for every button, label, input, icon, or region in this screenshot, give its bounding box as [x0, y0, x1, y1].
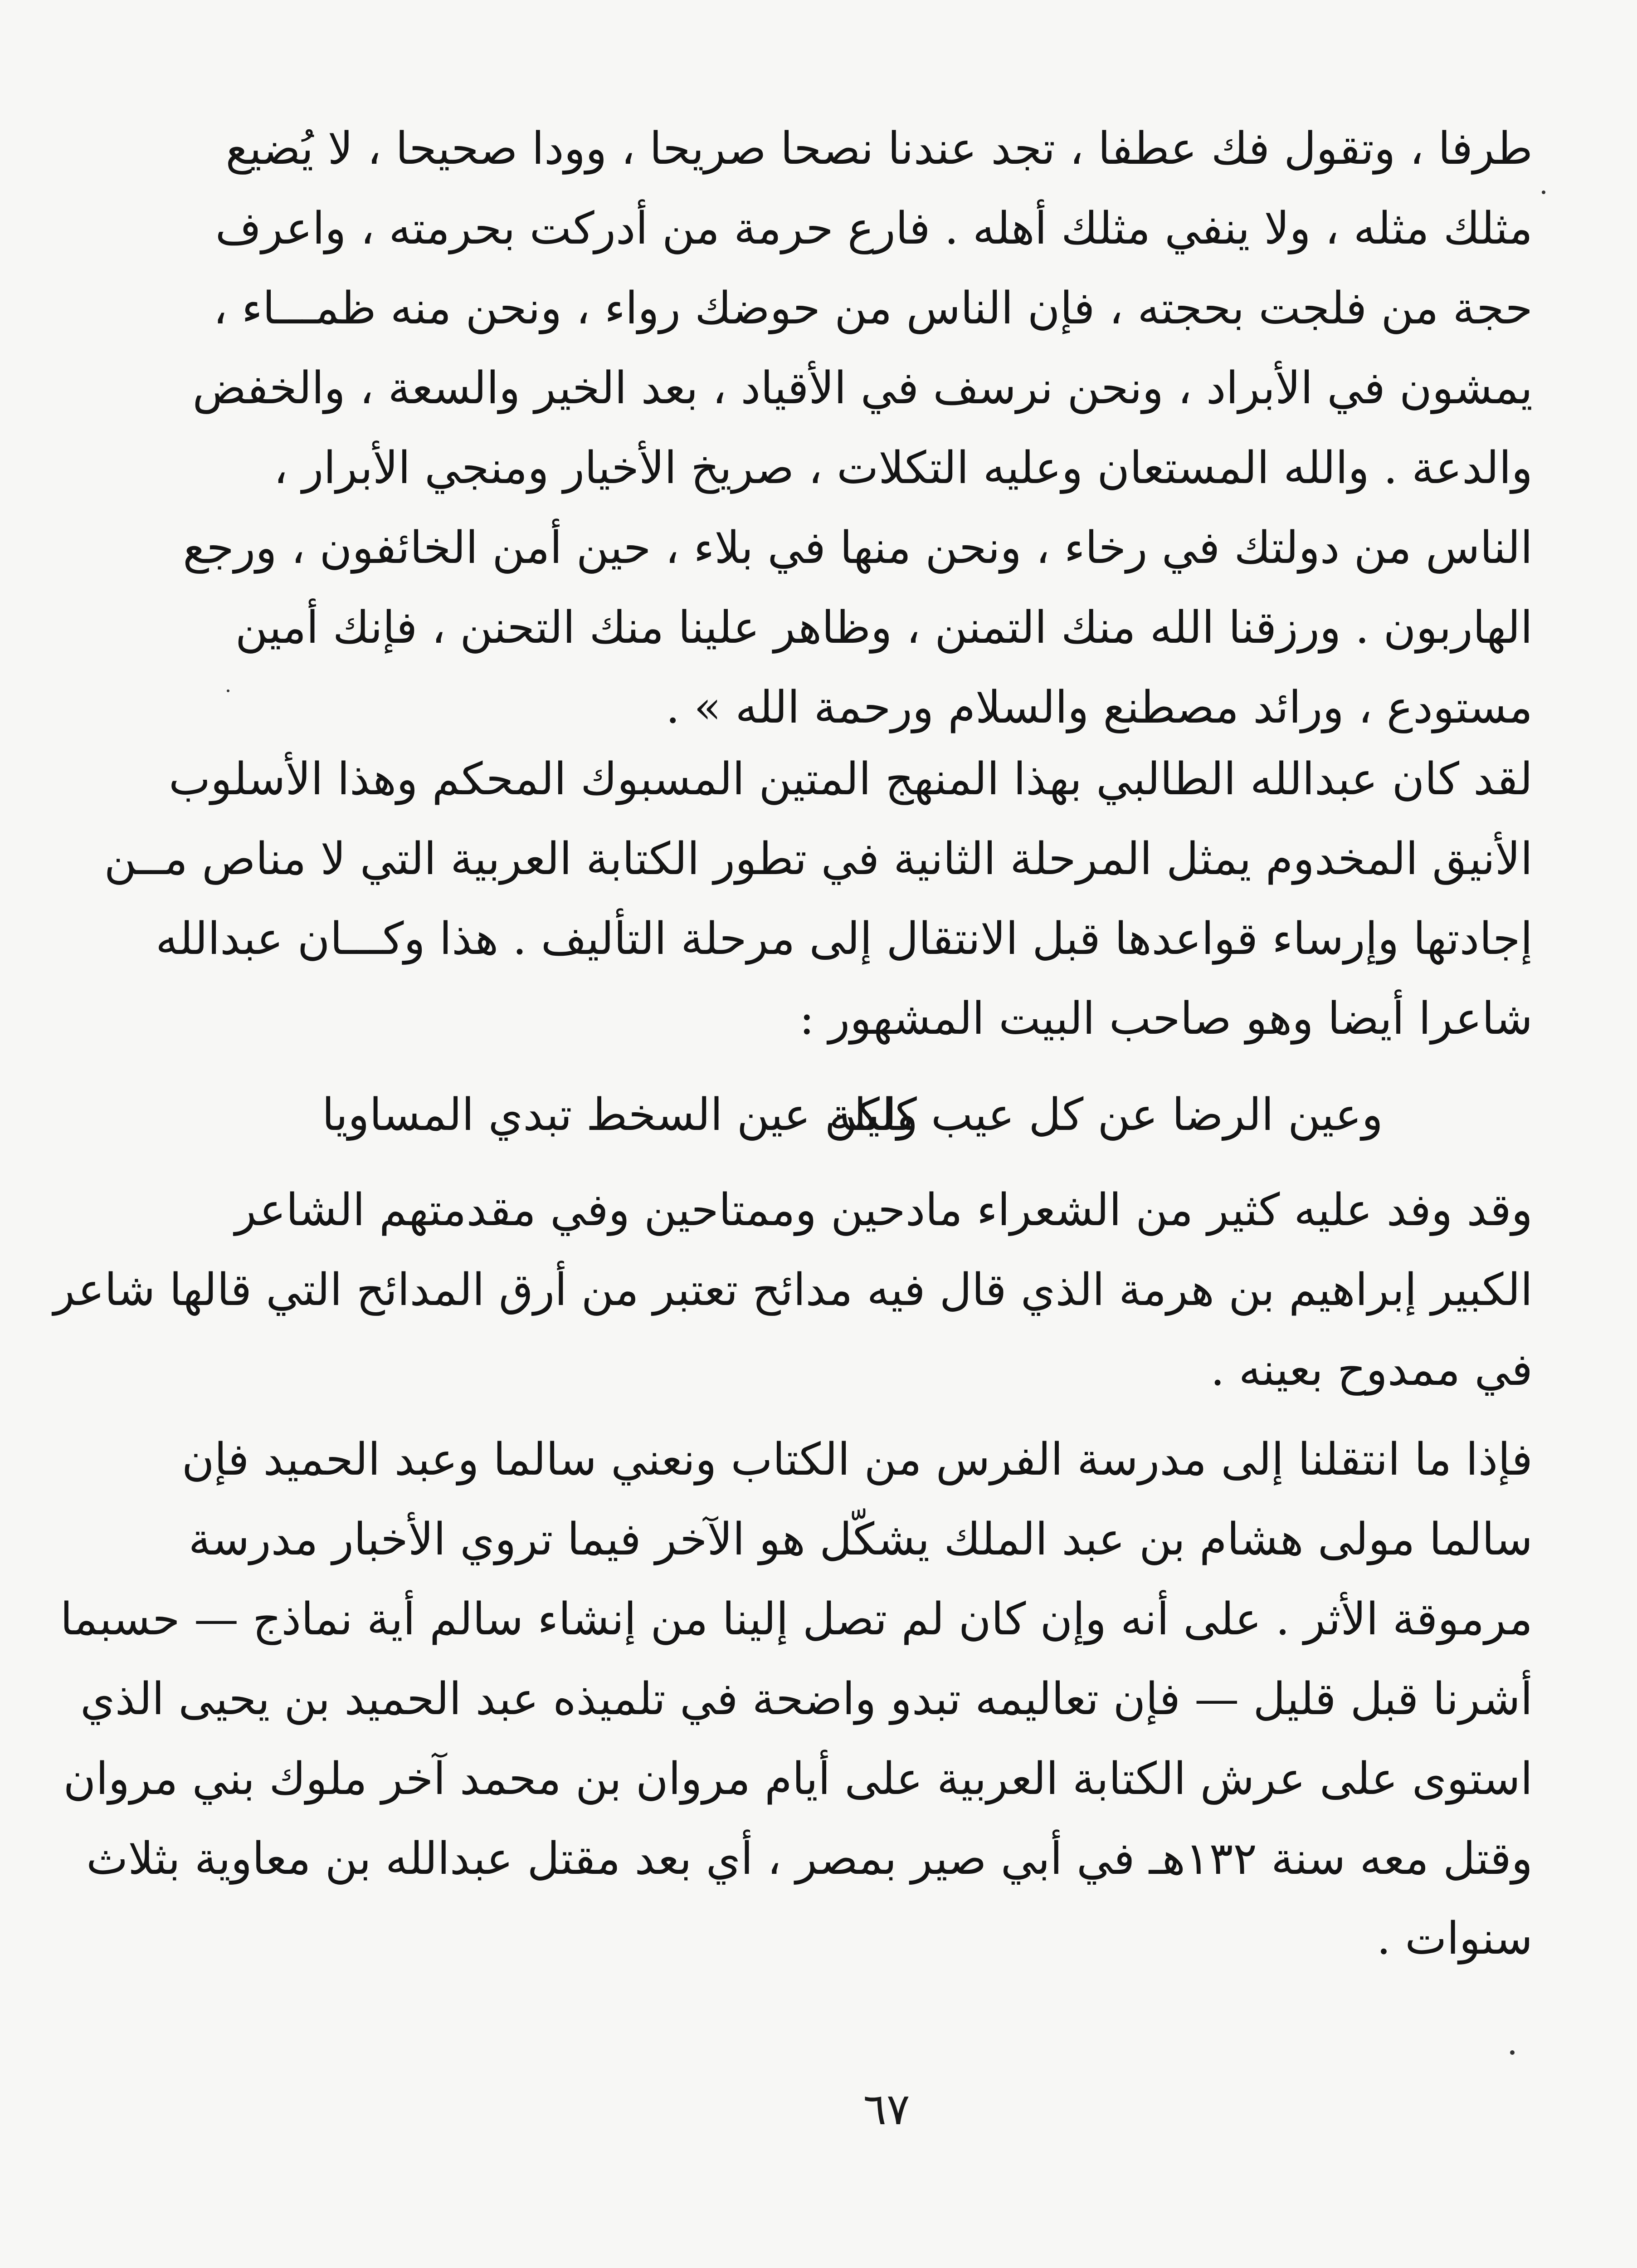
text-line: استوى على عرش الكتابة العربية على أيام مروان بن محمد آخر ملوك بني مروان [63, 1753, 1533, 1805]
text-line: يمشون في الأبراد ، ونحن نرسف في الأقياد ، بعد الخير والسعة ، والخفض [192, 362, 1533, 414]
poetry-verse [281, 1075, 1533, 1155]
paragraph-persian-school [60, 1420, 1533, 1979]
text-line: في ممدوح بعينه . [1210, 1344, 1533, 1396]
verse-second-hemistich: ولكن عين السخط تبدي المساويا [322, 1089, 918, 1141]
paragraph-poets [53, 1170, 1533, 1410]
text-line: حجة من فلجت بحجته ، فإن الناس من حوضك رواء ، ونحن منه ظمـــاء ، [213, 283, 1533, 334]
paragraph-talibi-style [104, 739, 1533, 1059]
text-line: سنوات . [1376, 1913, 1533, 1965]
text-line: طرفا ، وتقول فك عطفا ، تجد عندنا نصحا صريحا ، وودا صحيحا ، لا يُضيع [225, 123, 1533, 175]
text-line: فإذا ما انتقلنا إلى مدرسة الفرس من الكتاب ونعني سالما وعبد الحميد فإن [181, 1434, 1533, 1486]
verse-first-hemistich: وعين الرضا عن كل عيب كليلة [829, 1089, 1383, 1141]
text-line: الهاربون . ورزقنا الله منك التمنن ، وظاهر علينا منك التحنن ، فإنك أمين [235, 602, 1533, 654]
text-line: وقتل معه سنة ١٣٢هـ في أبي صير بمصر ، أي بعد مقتل عبدالله بن معاوية بثلاث [86, 1833, 1533, 1885]
text-line: أشرنا قبل قليل — فإن تعاليمه تبدو واضحة في تلميذه عبد الحميد بن يحيى الذي [80, 1673, 1533, 1725]
text-line: لقد كان عبدالله الطالبي بهذا المنهج المتين المسبوك المحكم وهذا الأسلوب [169, 753, 1533, 805]
scan-speck [1510, 2050, 1515, 2055]
text-line: سالما مولى هشام بن عبد الملك يشكّل هو الآخر فيما تروي الأخبار مدرسة [188, 1514, 1533, 1565]
text-line: مثلك مثله ، ولا ينفي مثلك أهله . فارع حرمة من أدركت بحرمته ، واعرف [215, 203, 1533, 254]
paragraph-letter-quote [183, 109, 1533, 748]
text-line: وقد وفد عليه كثير من الشعراء مادحين وممتاحين وفي مقدمتهم الشاعر [234, 1184, 1533, 1236]
text-line: شاعرا أيضا وهو صاحب البيت المشهور : [799, 993, 1533, 1045]
scan-speck [1542, 191, 1545, 194]
text-line: إجادتها وإرساء قواعدها قبل الانتقال إلى مرحلة التأليف . هذا وكـــان عبدالله [156, 913, 1533, 965]
text-line: والدعة . والله المستعان وعليه التكلات ، صريخ الأخيار ومنجي الأبرار ، [273, 442, 1533, 494]
text-line: الكبير إبراهيم بن هرمة الذي قال فيه مدائح تعتبر من أرق المدائح التي قالها شاعر [53, 1264, 1533, 1316]
text-line: الناس من دولتك في رخاء ، ونحن منها في بلاء ، حين أمن الخائفون ، ورجع [183, 522, 1533, 574]
scan-speck [227, 689, 229, 692]
text-line: مستودع ، ورائد مصطنع والسلام ورحمة الله » . [666, 682, 1533, 733]
text-line: مرموقة الأثر . على أنه وإن كان لم تصل إلينا من إنشاء سالم أية نماذج — حسبما [60, 1593, 1533, 1645]
text-line: الأنيق المخدوم يمثل المرحلة الثانية في تطور الكتابة العربية التي لا مناص مــن [104, 833, 1533, 885]
page-number: ٦٧ [863, 2084, 910, 2135]
